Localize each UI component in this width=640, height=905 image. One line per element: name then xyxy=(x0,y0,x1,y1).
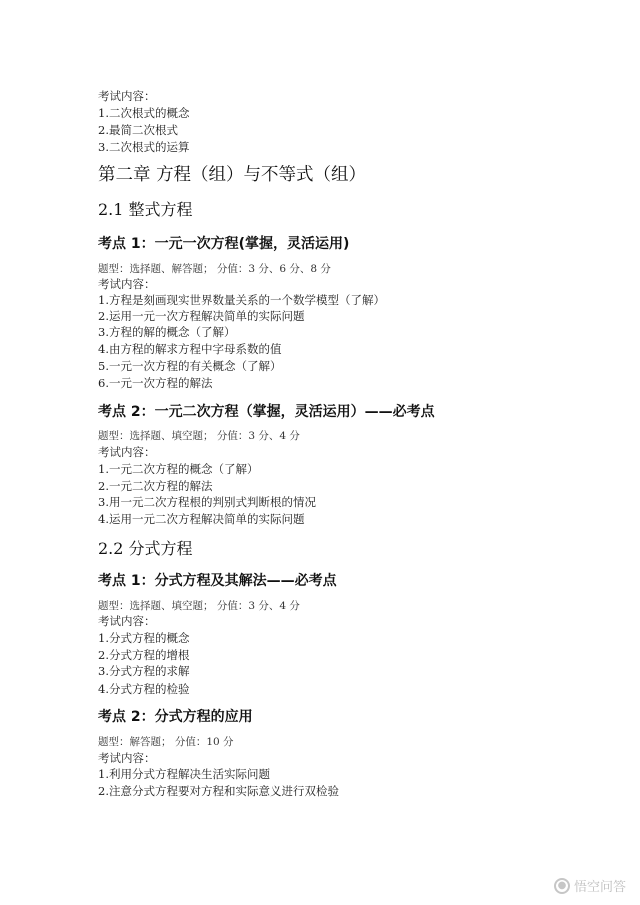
content-heading: 考试内容： xyxy=(98,445,156,459)
content-heading: 考试内容： xyxy=(98,89,156,103)
exam-point-title: 考点 2：一元二次方程（掌握，灵活运用）——必考点 xyxy=(98,404,435,420)
list-item: 2.最简二次根式 xyxy=(98,123,178,137)
exam-point-meta: 题型：选择题、填空题； 分值：3 分、4 分 xyxy=(98,600,300,612)
list-item: 3.用一元二次方程根的判别式判断根的情况 xyxy=(98,495,316,509)
content-heading: 考试内容： xyxy=(98,277,156,291)
exam-point-meta: 题型：解答题； 分值：10 分 xyxy=(98,736,234,748)
exam-point-title: 考点 1：一元一次方程(掌握，灵活运用) xyxy=(98,236,350,252)
exam-point-meta: 题型：选择题、填空题； 分值：3 分、4 分 xyxy=(98,430,300,442)
section-title: 2.2 分式方程 xyxy=(98,539,193,558)
list-item: 6.一元一次方程的解法 xyxy=(98,376,213,390)
list-item: 1.方程是刻画现实世界数量关系的一个数学模型（了解） xyxy=(98,293,385,307)
list-item: 4.分式方程的检验 xyxy=(98,682,190,696)
exam-point-title: 考点 2：分式方程的应用 xyxy=(98,709,253,725)
list-item: 4.运用一元二次方程解决简单的实际问题 xyxy=(98,512,305,526)
list-item: 2.一元二次方程的解法 xyxy=(98,479,213,493)
exam-point-meta: 题型：选择题、解答题； 分值：3 分、6 分、8 分 xyxy=(98,263,331,275)
list-item: 1.利用分式方程解决生活实际问题 xyxy=(98,767,270,781)
list-item: 2.分式方程的增根 xyxy=(98,648,190,662)
list-item: 1.一元二次方程的概念（了解） xyxy=(98,462,259,476)
exam-point-title: 考点 1：分式方程及其解法——必考点 xyxy=(98,573,337,589)
list-item: 2.运用一元一次方程解决简单的实际问题 xyxy=(98,309,305,323)
list-item: 3.方程的解的概念（了解） xyxy=(98,325,236,339)
list-item: 3.分式方程的求解 xyxy=(98,664,190,678)
content-heading: 考试内容： xyxy=(98,614,156,628)
list-item: 1.分式方程的概念 xyxy=(98,631,190,645)
content-heading: 考试内容： xyxy=(98,751,156,765)
list-item: 1.二次根式的概念 xyxy=(98,106,190,120)
list-item: 2.注意分式方程要对方程和实际意义进行双检验 xyxy=(98,784,339,798)
list-item: 3.二次根式的运算 xyxy=(98,140,190,154)
chapter-title: 第二章 方程（组）与不等式（组） xyxy=(98,165,367,185)
watermark xyxy=(554,876,626,895)
watermark-text: 悟空问答 xyxy=(573,880,626,895)
wukong-logo-icon: ● xyxy=(554,878,570,894)
list-item: 4.由方程的解求方程中字母系数的值 xyxy=(98,342,282,356)
list-item: 5.一元一次方程的有关概念（了解） xyxy=(98,359,282,373)
section-title: 2.1 整式方程 xyxy=(98,200,193,219)
